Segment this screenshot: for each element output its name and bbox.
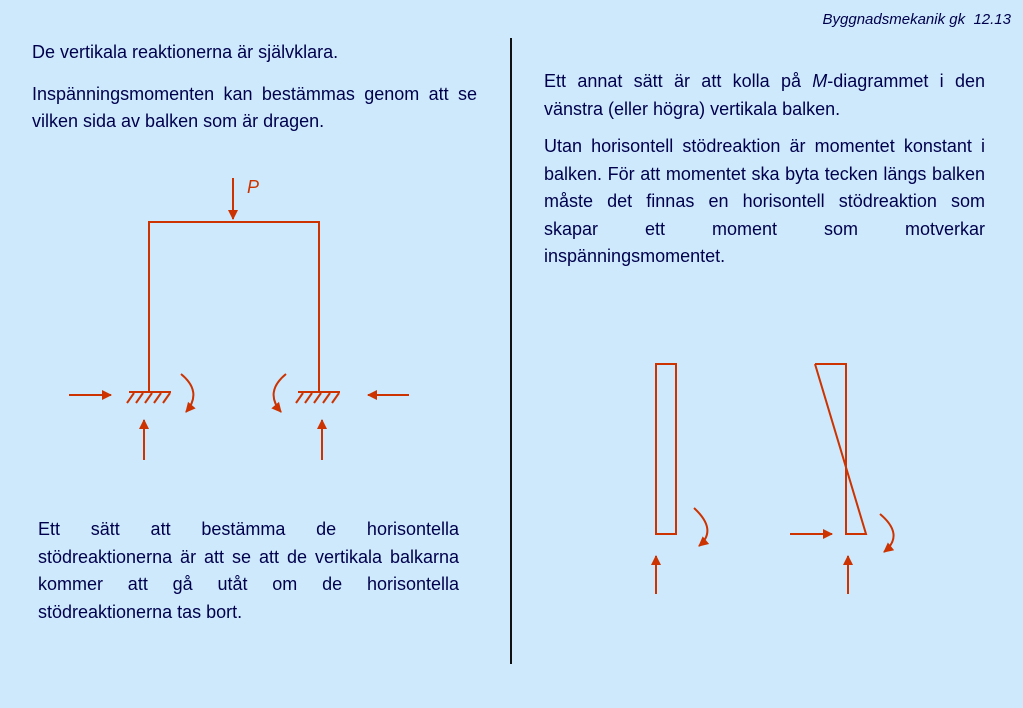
moment-paragraph: Inspänningsmomenten kan bestämmas genom att se vilken sida av balken som är dragen.: [32, 83, 477, 131]
page-number: 12.13: [973, 11, 1011, 28]
m1-moment-arrow: [694, 508, 707, 546]
load-label: P: [247, 177, 260, 197]
left-fixed-support: [127, 392, 171, 403]
left-moment-arrow: [181, 374, 193, 412]
constant-moment-diagram: [656, 364, 676, 534]
right-moment-arrow: [274, 374, 286, 412]
m-diagram-text-1: Ett annat sätt är att kolla på: [544, 71, 813, 91]
course-title: Byggnadsmekanik gk: [822, 11, 966, 28]
m2-moment-arrow: [880, 514, 894, 552]
m-symbol: M: [812, 71, 828, 91]
vertical-reactions-paragraph: De vertikala reaktionerna är självklara.: [32, 42, 339, 62]
m-diagram-text-2: -diagrammet i den vänstra (eller högra) vertikala balken.: [544, 71, 985, 119]
moment-sign-paragraph: Utan horisontell stödreaktion är momentet konstant i balken. För att momentet ska byta tecken längs balken måste det finnas en horisontell stödreaktion som skapar ett moment som motverkar inspänningsmomentet.: [544, 136, 985, 266]
varying-moment-diagram: [815, 364, 866, 534]
horizontal-reactions-paragraph: Ett sätt att bestämma de horisontella stödreaktionerna är att se att de vertikala balkarna kommer att gå utåt om de horisontella stödreaktionerna tas bort.: [38, 519, 459, 622]
portal-frame: [149, 222, 319, 392]
right-fixed-support: [296, 392, 340, 403]
